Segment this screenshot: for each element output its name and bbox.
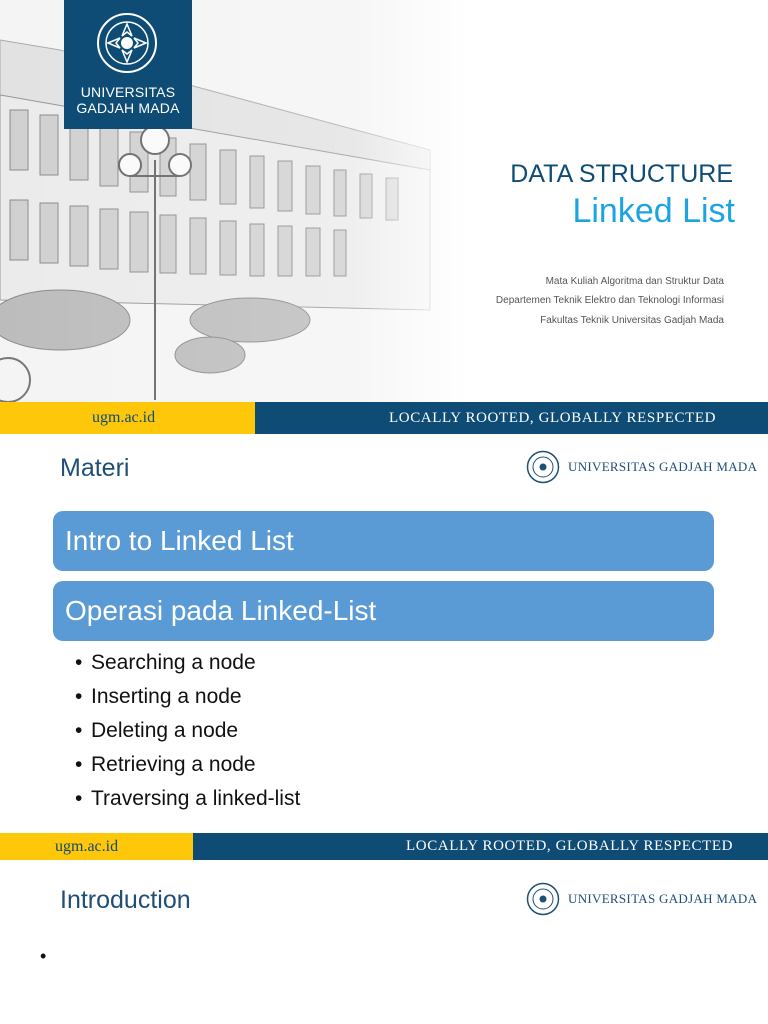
ugm-seal-icon [526,450,560,484]
list-item: • Inserting a node [75,685,242,708]
introduction-slide [0,860,768,1024]
ugm-logo [64,0,192,129]
page-title: Introduction [60,886,191,914]
course-info-line-3: Fakultas Teknik Universitas Gadjah Mada [540,315,724,326]
logo-line-2: GADJAH MADA [76,100,180,116]
list-item: • Searching a node [75,651,256,674]
footer-url: ugm.ac.id [92,409,156,426]
footer-tagline: LOCALLY ROOTED, GLOBALLY RESPECTED [389,410,717,426]
course-title: DATA STRUCTURE [510,160,733,188]
topic-box-intro: Intro to Linked List [53,511,714,571]
logo-line-1: UNIVERSITAS [80,84,176,100]
topic-title: Linked List [572,192,735,230]
page-title: Materi [60,454,130,482]
empty-bullet: • [40,946,47,966]
ugm-header-logo [526,882,758,918]
ugm-seal-icon [526,882,560,916]
university-name: UNIVERSITAS GADJAH MADA [568,891,758,906]
footer-tagline: LOCALLY ROOTED, GLOBALLY RESPECTED [406,838,734,854]
materi-slide [0,434,768,860]
course-info-line-1: Mata Kuliah Algoritma dan Struktur Data [545,276,724,287]
course-info-line-2: Departemen Teknik Elektro dan Teknologi Informasi [495,295,724,306]
list-item: • Deleting a node [75,719,239,742]
footer-band [0,402,768,434]
list-item: • Retrieving a node [75,753,256,776]
ugm-header-logo [526,450,758,486]
footer-band [0,833,768,860]
list-item: • Traversing a linked-list [75,787,301,810]
ugm-seal-icon [96,12,158,74]
title-slide [0,0,768,434]
topic-box-operations: Operasi pada Linked-List [53,581,714,641]
operation-list [75,646,300,816]
footer-url: ugm.ac.id [55,838,119,855]
university-name: UNIVERSITAS GADJAH MADA [568,459,758,474]
